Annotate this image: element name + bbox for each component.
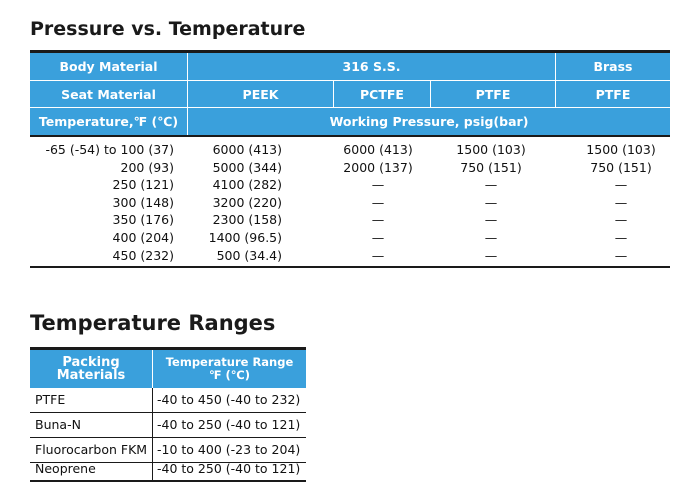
- seat-material-ptfe: PTFE: [475, 86, 511, 102]
- header-line: Materials: [56, 368, 126, 383]
- temperature-label: Temperature,℉ (℃): [38, 114, 179, 129]
- table-cell: 2300 (158): [212, 212, 282, 228]
- table-cell: —: [614, 177, 628, 193]
- packing-material: PTFE: [35, 392, 66, 407]
- table-cell: -65 (-54) to 100 (37): [45, 142, 174, 157]
- table-cell: —: [371, 177, 385, 193]
- column-divider: [152, 388, 153, 412]
- body-material-316ss: 316 S.S.: [342, 59, 401, 74]
- table-cell: 1500 (103): [456, 142, 526, 157]
- table-cell: 200 (93): [120, 159, 174, 175]
- table-cell: 5000 (344): [212, 159, 282, 175]
- table-row: [30, 458, 306, 480]
- table-cell: 4100 (282): [212, 177, 282, 193]
- table-cell: —: [614, 212, 628, 228]
- header-line: Temperature Range: [165, 355, 294, 369]
- table-cell: —: [614, 229, 628, 245]
- header-line: Packing: [62, 355, 120, 370]
- packing-material: Buna-N: [35, 417, 81, 432]
- temperature-ranges-header: [30, 350, 306, 388]
- table-row: [30, 388, 306, 413]
- table-cell: 300 (148): [112, 194, 174, 210]
- table-cell: 750 (151): [590, 159, 652, 175]
- table-cell: —: [484, 247, 498, 263]
- temperature-range: -10 to 400 (-23 to 204): [157, 442, 301, 457]
- packing-materials-header: [30, 350, 152, 388]
- table-bottom-rule: [30, 266, 670, 268]
- table-bottom-rule: [30, 480, 306, 482]
- table-cell: —: [371, 229, 385, 245]
- body-material-label: Body Material: [59, 59, 158, 74]
- seat-material-label: Seat Material: [61, 86, 156, 102]
- table-cell: 450 (232): [112, 247, 174, 263]
- header-line: ℉ (℃): [209, 368, 250, 382]
- seat-material-pctfe: PCTFE: [360, 86, 404, 102]
- temperature-range: -40 to 450 (-40 to 232): [157, 392, 301, 407]
- packing-material: Fluorocarbon FKM: [35, 442, 148, 457]
- table-cell: —: [484, 229, 498, 245]
- table-cell: 350 (176): [112, 212, 174, 228]
- table-cell: 3200 (220): [212, 194, 282, 210]
- temperature-ranges-title: Temperature Ranges: [30, 311, 276, 335]
- table-cell: —: [484, 194, 498, 210]
- temperature-range: -40 to 250 (-40 to 121): [157, 417, 301, 432]
- table-cell: —: [371, 247, 385, 263]
- table-cell: 1400 (96.5): [208, 229, 282, 245]
- seat-material-ptfe-brass: PTFE: [595, 86, 631, 102]
- ptfe-brass-column: [576, 141, 666, 264]
- ptfe-ss-column: [448, 141, 534, 264]
- table-cell: 6000 (413): [212, 142, 282, 157]
- table-cell: —: [371, 194, 385, 210]
- table-cell: —: [614, 194, 628, 210]
- table-row: [30, 413, 306, 438]
- temperature-range-header: [153, 350, 306, 388]
- table-cell: 6000 (413): [343, 142, 413, 157]
- header-bottom-rule: [30, 135, 670, 137]
- packing-material: Neoprene: [35, 461, 96, 476]
- table-cell: 400 (204): [112, 229, 174, 245]
- pressure-table-header: [30, 53, 670, 135]
- column-divider: [152, 458, 153, 480]
- column-divider: [152, 413, 153, 437]
- pressure-table-title: Pressure vs. Temperature: [30, 18, 306, 40]
- working-pressure-label: Working Pressure, psig(bar): [329, 114, 529, 129]
- table-cell: 250 (121): [112, 177, 174, 193]
- table-cell: —: [484, 177, 498, 193]
- table-cell: 1500 (103): [586, 142, 656, 157]
- pctfe-column: [334, 141, 422, 264]
- body-material-brass: Brass: [593, 59, 633, 74]
- table-cell: 750 (151): [460, 159, 522, 175]
- temperature-range: -40 to 250 (-40 to 121): [157, 461, 301, 476]
- table-cell: —: [371, 212, 385, 228]
- table-cell: —: [614, 247, 628, 263]
- peek-column: [200, 141, 282, 264]
- seat-material-peek: PEEK: [242, 86, 279, 102]
- temperature-column: [38, 141, 174, 264]
- table-cell: 500 (34.4): [216, 247, 282, 263]
- table-cell: —: [484, 212, 498, 228]
- table-cell: 2000 (137): [343, 159, 413, 175]
